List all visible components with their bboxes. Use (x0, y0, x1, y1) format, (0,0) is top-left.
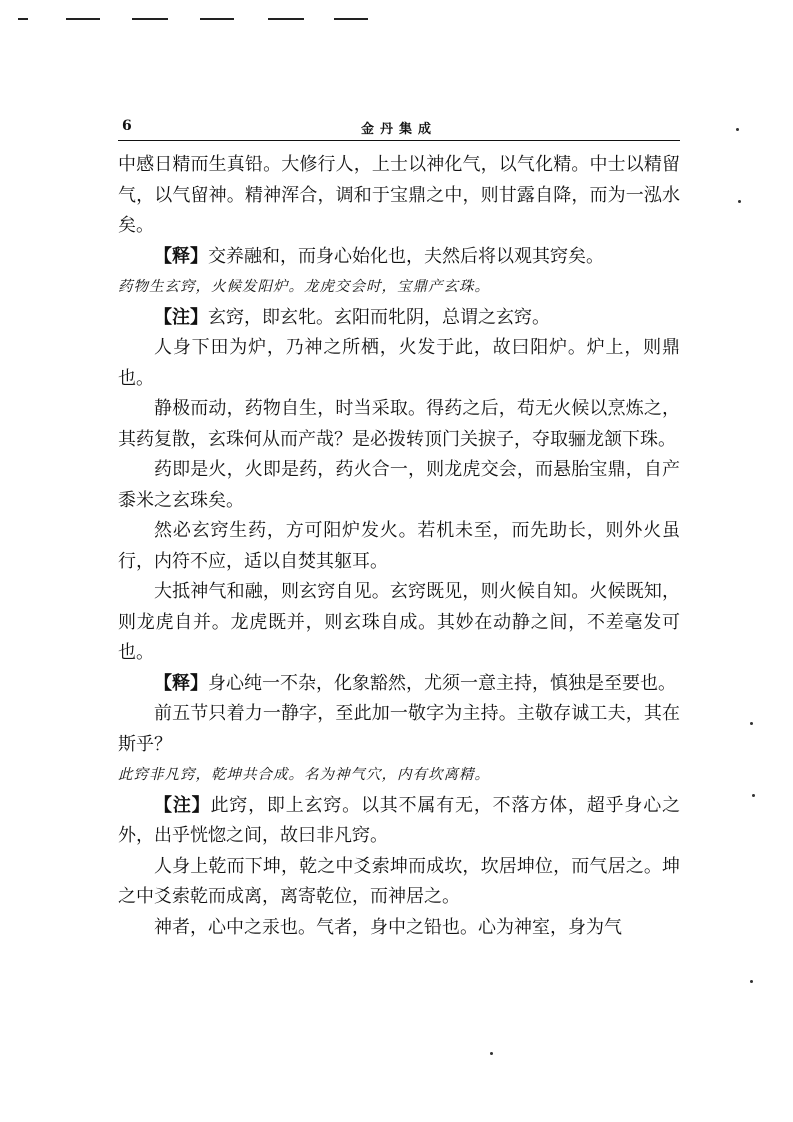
scan-speck (752, 794, 755, 797)
paragraph-8 (118, 577, 680, 669)
paragraph-13 (118, 852, 680, 913)
verse-1 (118, 272, 680, 303)
dash-mark (268, 18, 304, 20)
paragraph-14 (118, 913, 680, 944)
dash-mark (200, 18, 234, 20)
page-header (118, 116, 680, 141)
scan-speck (750, 722, 753, 725)
verse-text: 药物生玄窍，火候发阳炉。龙虎交会时，宝鼎产玄珠。 (118, 279, 490, 295)
annotation-tag: 【注】 (154, 794, 211, 816)
verse-text: 此窍非凡窍，乾坤共合成。名为神气穴，内有坎离精。 (118, 767, 490, 783)
paragraph-text: 此窍，即上玄窍。以其不属有无，不落方体，超乎身心之外，出乎恍惚之间，故曰非凡窍。 (118, 794, 681, 846)
paragraph-text: 人身上乾而下坤，乾之中爻索坤而成坎，坎居坤位，而气居之。坤之中爻索乾而成离，离寄乾位，而神居之。 (118, 855, 680, 907)
page-number: 6 (122, 118, 132, 134)
dash-mark (334, 18, 368, 20)
paragraph-12 (118, 791, 680, 852)
top-edge-dash-marks (18, 18, 378, 24)
paragraph-text: 静极而动，药物自生，时当采取。得药之后，苟无火候以烹炼之，其药复散，玄珠何从而产哉？是必拨转顶门关捩子，夺取骊龙颔下珠。 (118, 398, 680, 450)
paragraph-text: 大抵神气和融，则玄窍自见。玄窍既见，则火候自知。火候既知，则龙虎自并。龙虎既并，则玄珠自成。其妙在动静之间，不差毫发可也。 (118, 581, 680, 663)
dash-mark (18, 18, 28, 20)
running-title: 金丹集成 (360, 122, 437, 137)
paragraph-10 (118, 699, 680, 760)
paragraph-text: 人身下田为炉，乃神之所栖，火发于此，故曰阳炉。炉上，则鼎也。 (118, 337, 680, 389)
scan-speck (736, 128, 739, 131)
body-text (118, 150, 680, 943)
verse-2 (118, 760, 680, 791)
paragraph-text: 前五节只着力一静字，至此加一敬字为主持。主敬存诚工夫，其在斯乎？ (118, 703, 680, 755)
paragraph-text: 玄窍，即玄牝。玄阳而牝阴，总谓之玄窍。 (208, 306, 550, 328)
annotation-tag: 【释】 (154, 245, 208, 267)
paragraph-7 (118, 516, 680, 577)
paragraph-text: 然必玄窍生药，方可阳炉发火。若机未至，而先助长，则外火虽行，内符不应，适以自焚其躯耳。 (118, 520, 680, 572)
dash-mark (132, 18, 168, 20)
dash-mark (66, 18, 100, 20)
paragraph-6 (118, 455, 680, 516)
scan-speck (738, 200, 741, 203)
scan-speck (750, 980, 753, 983)
annotation-tag: 【释】 (154, 672, 208, 694)
paragraph-4 (118, 333, 680, 394)
paragraph-text: 身心纯一不杂，化象豁然，尤须一意主持，慎独是至要也。 (208, 672, 676, 694)
paragraph-5 (118, 394, 680, 455)
paragraph-text: 药即是火，火即是药，药火合一，则龙虎交会，而悬胎宝鼎，自产黍米之玄珠矣。 (118, 459, 680, 511)
annotation-tag: 【注】 (154, 306, 208, 328)
paragraph-text: 神者，心中之汞也。气者，身中之铅也。心为神室，身为气 (154, 916, 622, 938)
paragraph-text: 交养融和，而身心始化也，夫然后将以观其窍矣。 (208, 245, 604, 267)
paragraph-3 (118, 303, 680, 334)
paragraph-1 (118, 242, 680, 273)
paragraph-9 (118, 669, 680, 700)
paragraph-0 (118, 150, 680, 242)
paragraph-text: 中感日精而生真铅。大修行人，上士以神化气，以气化精。中士以精留气，以气留神。精神浑合，调和于宝鼎之中，则甘露自降，而为一泓水矣。 (118, 154, 680, 236)
scan-speck (490, 1052, 493, 1055)
